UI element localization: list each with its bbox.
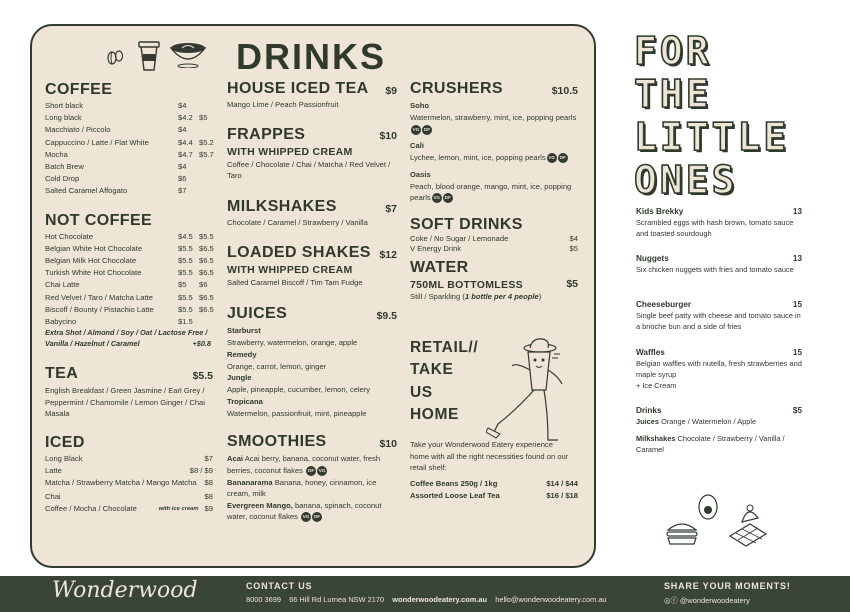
crusher-desc: Lychee, lemon, mint, ice, popping pearls VG DF: [410, 153, 566, 163]
loaded-shakes-row: LOADED SHAKES $12: [227, 244, 397, 262]
retail-heading: RETAIL// TAKE US HOME: [410, 338, 479, 424]
email-link[interactable]: hello@wonderwoodeatery.com.au: [495, 595, 607, 604]
waffles-illustration: [724, 498, 772, 548]
water-sub-row: 750ML BOTTOMLESS $5: [410, 278, 578, 292]
kids-item: Drinks $5 Juices Orange / Watermelon / Apple Milkshakes Chocolate / Strawberry / Vanilla / Caramel: [636, 406, 802, 454]
crusher-name: Oasis: [410, 169, 431, 179]
walking-cup-character-illustration: [486, 336, 576, 448]
crusher-desc: Peach, blood orange, mango, mint, ice, popping pearls VG DF: [410, 181, 572, 203]
crusher-name: Cali: [410, 141, 424, 151]
menu-item-row: Short black $4: [45, 101, 187, 110]
menu-item-row: Cappuccino / Latte / Flat White $4.4 $5.2: [45, 137, 214, 147]
page-title: DRINKS: [236, 36, 387, 77]
juices-list: [227, 325, 397, 419]
smoothie-evergreen: Evergreen Mango, banana, spinach, coconut water, coconut flakes VG DF: [227, 500, 382, 522]
df-badge: DF: [558, 153, 568, 163]
retail-list: [410, 478, 578, 502]
retail-desc: Take your Wonderwood Eatery experience home with all the right necessities found on our retail shelf:: [410, 439, 569, 473]
juice-name: Remedy: [227, 349, 257, 359]
contact-details: [246, 595, 607, 604]
takeaway-cup-icon: [136, 38, 162, 72]
smoothie-bananarama: Bananarama Banana, honey, cinnamon, ice cream, milk: [227, 477, 377, 499]
crushers-list: [410, 100, 578, 204]
social-handle[interactable]: ◎ⓕ @wonderwoodeatery: [664, 596, 750, 605]
kids-item: Nuggets 13 Six chicken nuggets with fries and tomato sauce: [636, 254, 802, 274]
vg-badge: VG: [411, 125, 421, 135]
menu-item-row: Salted Caramel Affogato $7: [45, 186, 187, 196]
coffee-list: [45, 100, 217, 198]
menu-item-row: Cold Drop $6: [45, 174, 187, 184]
instagram-icon: ◎: [664, 596, 671, 605]
kids-item: Cheeseburger 15 Single beef patty with cheese and tomato sauce in a brioche bun and a side of fries: [636, 300, 802, 331]
house-iced-tea-row: HOUSE ICED TEA $9: [227, 80, 397, 97]
iced-list: [45, 453, 217, 515]
contact-title: CONTACT US: [246, 581, 313, 591]
menu-item-row: Belgian Milk Hot Chocolate $5.5 $6.5: [45, 256, 214, 266]
menu-item-row: Coke / No Sugar / Lemonade $4: [410, 233, 578, 243]
retail-item: Coffee Beans 250g / 1kg $14 / $44: [410, 478, 578, 488]
menu-item-row: Matcha / Strawberry Matcha / Mango Matcha $8: [45, 478, 213, 488]
menu-item-row: Mocha $4.7 $5.7: [45, 149, 214, 159]
soft-drinks-list: [410, 234, 578, 254]
water-heading: WATER: [410, 259, 469, 277]
not-coffee-heading: NOT COFFEE: [45, 211, 153, 229]
milkshakes-row: MILKSHAKES $7: [227, 197, 397, 215]
menu-item-row: Long black $4.2 $5: [45, 113, 208, 123]
menu-item-row: Red Velvet / Taro / Matcha Latte $5.5 $6.5: [45, 292, 214, 302]
menu-item-row: Chai Latte $5 $6: [45, 280, 208, 290]
website-link[interactable]: wonderwoodeatery.com.au: [392, 595, 488, 604]
column-left: [45, 81, 217, 515]
df-badge: DF: [422, 125, 432, 135]
retail-item: Assorted Loose Leaf Tea $16 / $18: [410, 490, 578, 500]
frappes-row: FRAPPES $10: [227, 125, 397, 143]
menu-item-row: V Energy Drink $5: [410, 244, 578, 254]
phone-link[interactable]: 8000 3699: [246, 595, 281, 604]
juice-name: Tropicana: [227, 396, 263, 406]
crusher-desc: Watermelon, strawberry, mint, ice, popping pearlsVG DF: [410, 112, 578, 135]
crushers-row: CRUSHERS $10.5: [410, 80, 578, 97]
juice-name: Starburst: [227, 325, 261, 335]
menu-item-row: Coffee / Mocha / Chocolate with ice cream $9: [45, 504, 213, 514]
avocado-illustration: [694, 492, 722, 522]
tea-heading-row: TEA $5.5: [45, 365, 213, 383]
share-title: SHARE YOUR MOMENTS!: [664, 581, 791, 591]
little-ones-title: FOR THE LITTLE ONES: [634, 29, 790, 202]
menu-item-row: Belgian White Hot Chocolate $5.5 $6.5: [45, 243, 214, 253]
juice-desc: Watermelon, passionfruit, mint, pineapple: [227, 408, 367, 418]
column-middle: HOUSE ICED TEA $9 Mango Lime / Peach Passionfruit FRAPPES $10 WITH WHIPPED CREAM Coffee / Chocolate / Chai / Matcha / Red Velvet / Taro MILKSHAKES $7 Chocolate / Caramel / Strawberry / Vanilla LOADED SHAKES $12 WITH WHIPPED CREAM Salted Caramel Biscoff / Tim Tam Fudge JUICES $9.5 Starburst Strawberry, watermelon, orange, apple Remedy Orange, carrot, lemon, ginger Jungle Apple, pineapple, cucumber, lemon, celery Tropicana Watermelon, passionfruit, mint, pineapple SMOOTHIES $10 Acai Acai berry, banana, coconut water, fresh berries, coconut flakes DF VG Bananarama Banana, honey, cinnamon, ice cream, milk Evergreen Mango, banana, spinach, coconut water, coconut flakes VG DF: [227, 80, 397, 522]
not-coffee-list: [45, 231, 217, 329]
brand-logo: Wonderwood: [52, 578, 198, 603]
menu-item-row: Babycino $1.5: [45, 317, 193, 327]
tea-desc: English Breakfast / Green Jasmine / Earl Grey / Peppermint / Chamomile / Lemon Ginger / Chai Masala: [45, 386, 205, 419]
soft-drinks-heading: SOFT DRINKS: [410, 215, 523, 233]
latte-cup-icon: [168, 40, 208, 68]
smoothies-row: SMOOTHIES $10: [227, 433, 397, 451]
coffee-heading: COFFEE: [45, 81, 113, 98]
vg-badge: VG: [432, 193, 442, 203]
juices-row: JUICES $9.5: [227, 304, 397, 322]
kids-item: Waffles 15 Belgian waffles with nutella, fresh strawberries and maple syrup + Ice Cream: [636, 348, 802, 390]
coffee-beans-icon: [106, 48, 124, 68]
menu-item-row: Hot Chocolate $4.5 $5.5: [45, 231, 214, 241]
extras-note: Extra Shot / Almond / Soy / Oat / Lactose Free / Vanilla / Hazelnut / Caramel +$0.8: [45, 328, 211, 348]
kids-item: Kids Brekky 13 Scrambled eggs with hash brown, tomato sauce and toasted sourdough: [636, 207, 802, 238]
menu-item-row: Biscoff / Bounty / Pistachio Latte $5.5 $6.5: [45, 304, 214, 314]
menu-item-row: Latte $8 / $9: [45, 466, 213, 476]
juice-desc: Orange, carrot, lemon, ginger: [227, 361, 327, 371]
menu-item-row: Chai $8: [45, 491, 213, 501]
juice-name: Jungle: [227, 373, 252, 383]
juice-desc: Apple, pineapple, cucumber, lemon, celery: [227, 385, 371, 395]
smoothie-acai: Acai Acai berry, banana, coconut water, fresh berries, coconut flakes DF VG: [227, 454, 381, 475]
footer: [0, 576, 850, 612]
vg-badge: VG: [547, 153, 557, 163]
crusher-name: Soho: [410, 101, 429, 110]
juice-desc: Strawberry, watermelon, orange, apple: [227, 337, 358, 347]
water-desc: Still / Sparkling (1 bottle per 4 people): [410, 292, 542, 302]
menu-item-row: Batch Brew $4: [45, 162, 187, 172]
menu-item-row: Macchiato / Piccolo $4: [45, 125, 187, 135]
menu-item-row: Long Black $7: [45, 454, 213, 464]
address: 66 Hill Rd Lurnea NSW 2170: [289, 595, 385, 604]
df-badge: DF: [443, 193, 453, 203]
facebook-icon: ⓕ: [670, 596, 678, 605]
iced-heading: ICED: [45, 434, 85, 452]
menu-item-row: Turkish White Hot Chocolate $5.5 $6.5: [45, 268, 214, 278]
